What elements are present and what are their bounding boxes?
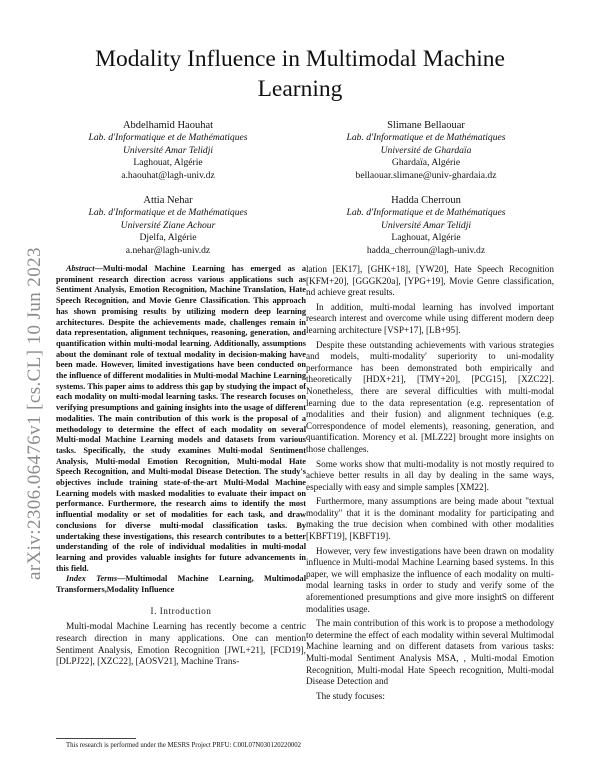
author-name: Abdelhamid Haouhat <box>122 120 214 131</box>
intro-paragraph: Multi-modal Machine Learning has recently become a centric research direction in many applications. One can mention Sentiment Analysis, Emotion Recognition [JWL+21], [FCD19], [DLPJ22], [XZC22], [AOSV21], Machine Trans- <box>56 622 306 668</box>
author-block-4 <box>306 194 546 257</box>
body-paragraph: Some works show that multi-modality is not mostly required to achieve better results in all day by dealing in the same ways, especially with easy and simple samples [XM22]. <box>306 458 554 492</box>
author-university: Université de Ghardaïa <box>380 144 472 156</box>
arxiv-id: arXiv:2306.06476v1 [cs.CL] 10 Jun 2023 <box>24 247 45 580</box>
body-paragraph: The study focuses: <box>316 690 385 701</box>
author-email: hadda_cherroun@lagh-univ.dz <box>366 244 486 256</box>
body-paragraph: The main contribution of this work is to propose a methodology to determine the effect of each modality within several Multimodal Machine learning and on different datasets from various tasks: Multi-modal Sentiment Analysis MSA, , Multi-modal Emotion Recognition, Multi-modal Hate Speech recognition, Multi-modal Disease Detection and <box>306 618 554 687</box>
body-paragraph: Despite these outstanding achievements with various strategies and models, multi-modality' superiority to uni-modality performance has been demonstrated both empirically and theoretically [HDX+21], [TMY+20], [PCG15], [XZC22]. Nonetheless, there are several difficulties with multi-modal learning due to the data representation (e.g. representation of modalities and their fusion) and alignment techniques (e.g. Correspondence of model elements), reasoning, generation, and quantification. Morency et al. [MLZ22] brought more insights on those challenges. <box>306 339 554 454</box>
author-city: Laghouat, Algérie <box>133 157 203 169</box>
abstract-text: —Multi-modal Machine Learning has emerged as a prominent research direction across various applications such as Sentiment Analysis, Emotion Recognition, Machine Translation, Hate Speech Recognition, and Movie Genre Classification. This approach has shown promising results by utilizing modern deep learning architectures. Despite the achievements made, challenges remain in data representation, alignment techniques, reasoning, generation, and quantification within multi-modal learning. Additionally, assumptions about the dominant role of textual modality in decision-making have been made. However, limited investigations have been conducted on the influence of different modalities in Multi-modal Machine Learning systems. This paper aims to address this gap by studying the impact of each modality on multi-modal learning tasks. The research focuses on verifying presumptions and gaining insights into the usage of different modalities. The main contribution of this work is the proposal of a methodology to determine the effect of each modality on several Multi-modal Machine Learning models and datasets from various tasks. Specifically, the study examines Multi-modal Sentiment Analysis, Multi-modal Emotion Recognition, Multi-modal Hate Speech Recognition, and Multi-modal Disease Detection. The study's objectives include training state-of-the-art Multi-Modal Machine Learning models with masked modalities to evaluate their impact on performance. Furthermore, the research aims to identify the most influential modality or set of modalities for each task, and draw conclusions for diverse multi-modal classification tasks. By undertaking these investigations, this research contributes to a better understanding of the role of individual modalities in multi-modal learning and provides valuable insights for future advancements in this field. <box>56 264 306 573</box>
author-email: bellaouar.slimane@univ-ghardaia.dz <box>355 169 497 181</box>
author-name: Slimane Bellaouar <box>387 120 465 131</box>
footnote: This research is performed under the MESRS Project PRFU: C00L07N030120220002 <box>66 742 302 749</box>
author-city: Ghardaïa, Algérie <box>391 157 461 169</box>
author-block-3 <box>48 194 288 257</box>
body-paragraph: lation [EK17], [GHK+18], [YW20], Hate Speech Recognition [KFM+20], [GGGK20a], [YPG+19], Movie Genre classification, nd achieve great results. <box>306 264 554 298</box>
left-column <box>56 264 306 672</box>
body-paragraph: However, very few investigations have been drawn on modality influence in Multi-modal Machine Learning based systems. In this paper, we will emphasize the influence of each modality on multi-modal learning tasks in order to study and verify some of the aforementioned presumptions and give more insightS on different modalities usage. <box>306 545 554 614</box>
author-name: Hadda Cherroun <box>391 195 461 206</box>
body-paragraph: Furthermore, many assumptions are being made about "textual modality" that it is the dominant modality for participating and making the true decision when combined with other modalities [KBFT19], [KBFT19]. <box>306 496 554 542</box>
author-affiliation: Lab. d'Informatique et de Mathématiques <box>88 207 248 218</box>
author-block-2 <box>306 119 546 182</box>
author-affiliation: Lab. d'Informatique et de Mathématiques <box>346 207 506 218</box>
author-affiliation: Lab. d'Informatique et de Mathématiques <box>88 132 248 143</box>
author-university: Université Amar Telidji <box>380 219 472 231</box>
arxiv-watermark <box>8 200 45 580</box>
paper-title: Modality Influence in Multimodal Machine Learning <box>95 46 505 102</box>
author-name: Attia Nehar <box>143 195 193 206</box>
author-city: Laghouat, Algérie <box>391 232 461 244</box>
body-paragraph: In addition, multi-modal learning has involved important research interest and overcome while using different modern deep learning architecture [VSP+17], [LB+95]. <box>306 301 554 335</box>
index-terms-label: Index Terms <box>66 574 118 584</box>
footnote-rule <box>56 738 136 739</box>
abstract <box>56 264 306 574</box>
index-terms-text: —Multimodal Machine Learning, Multimodal Transformers,Modality Influence <box>56 574 306 595</box>
author-email: a.nehar@lagh-univ.dz <box>125 244 211 256</box>
author-university: Université Ziane Achour <box>120 219 216 231</box>
index-terms <box>56 574 306 595</box>
right-column <box>306 264 554 705</box>
author-email: a.haouhat@lagh-univ.dz <box>121 169 215 181</box>
author-university: Université Amar Telidji <box>122 144 214 156</box>
author-affiliation: Lab. d'Informatique et de Mathématiques <box>346 132 506 143</box>
section-heading: I. Introduction <box>150 605 212 616</box>
author-block-1 <box>48 119 288 182</box>
abstract-label: Abstract <box>66 264 95 273</box>
author-city: Djelfa, Algérie <box>139 232 197 244</box>
